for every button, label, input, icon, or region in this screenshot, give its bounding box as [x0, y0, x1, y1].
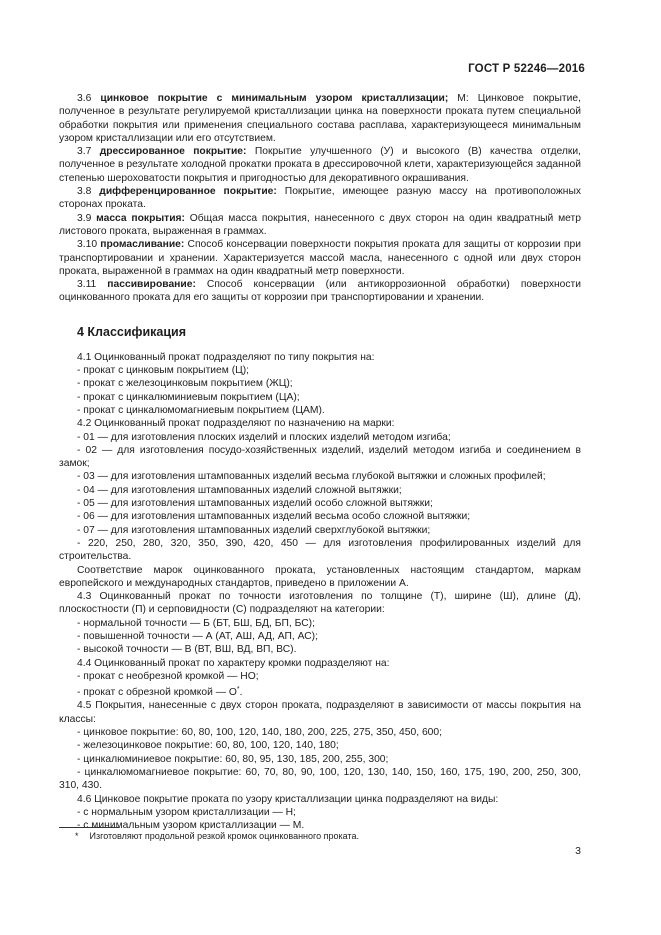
definition-3-11: 3.11 пассивирование: Способ консервации (или антикоррозионной обработки) поверхности оцинкованного проката для его защиты от коррозии при транспортировании и хранении.	[59, 279, 581, 304]
paragraph: 4.5 Покрытия, нанесенные с двух сторон проката, подразделяют в зависимости от массы покрытия на классы:	[59, 700, 581, 725]
list-item: - прокат с цинкалюминиевым покрытием (ЦА);	[77, 391, 300, 403]
definition-3-9: 3.9 масса покрытия: Общая масса покрытия, нанесенного с двух сторон на один квадратный метр листового проката, выраженная в граммах.	[59, 212, 581, 237]
paragraph: 4.3 Оцинкованный прокат по точности изготовления по толщине (Т), ширине (Ш), длине (Д), плоскостности (П) и серповидности (С) подразделяют на категории:	[59, 591, 581, 616]
list-item: - прокат с цинковым покрытием (Ц);	[77, 365, 250, 377]
document-body	[59, 92, 581, 832]
list-item: - 220, 250, 280, 320, 350, 390, 420, 450 — для изготовления профилированных изделий для строительства.	[59, 537, 581, 563]
definition-3-10: 3.10 промасливание: Способ консервации поверхности покрытия проката для защиты от коррозии при транспортировании и хранении. Характеризуется массой масла, нанесенного с одной или двух сторон проката, выраженной в граммах на один квадратный метр поверхности.	[59, 239, 581, 277]
list-item: - повышенной точности — А (АТ, АШ, АД, АП, АС);	[77, 630, 318, 642]
list-item: - 04 — для изготовления штампованных изделий сложной вытяжки;	[77, 484, 402, 496]
footnote-divider	[59, 827, 119, 828]
list-item: - цинковое покрытие: 60, 80, 100, 120, 140, 180, 200, 225, 275, 350, 450, 600;	[77, 727, 442, 739]
section-title: 4 Классификация	[77, 324, 187, 339]
list-item: - железоцинковое покрытие: 60, 80, 100, 120, 140, 180;	[77, 740, 339, 752]
list-item: - 02 — для изготовления посудо-хозяйственных изделий, изделий методом изгиба и соединением в замок;	[59, 444, 581, 470]
page-number: 3	[575, 845, 581, 857]
paragraph: 4.1 Оцинкованный прокат подразделяют по типу покрытия на:	[77, 351, 375, 363]
definition-3-7: 3.7 дрессированное покрытие: Покрытие улучшенного (У) и высокого (В) качества отделки, полученное в результате холодной прокатки проката в дрессировочной клети, характеризующейся заданной степенью шероховатости покрытия и пригодностью для декоративного окрашивания.	[59, 146, 581, 184]
list-item: - цинкалюминиевое покрытие: 60, 80, 95, 130, 185, 200, 255, 300;	[77, 753, 389, 765]
list-item: - прокат с необрезной кромкой — НО;	[77, 670, 259, 682]
list-item: - нормальной точности — Б (БТ, БШ, БД, БП, БС);	[77, 617, 315, 629]
list-item: - цинкалюмомагниевое покрытие: 60, 70, 80, 90, 100, 120, 130, 140, 150, 160, 175, 190, 200, 250, 300, 310, 430.	[59, 766, 581, 792]
list-item: - 07 — для изготовления штампованных изделий сверхглубокой вытяжки;	[77, 524, 431, 536]
definition-3-8: 3.8 дифференцированное покрытие: Покрытие, имеющее разную массу на противоположных сторонах проката.	[59, 186, 581, 211]
list-item: - 03 — для изготовления штампованных изделий весьма глубокой вытяжки и сложных профилей;	[77, 471, 546, 483]
footnote-mark: *	[236, 686, 240, 694]
paragraph: Соответствие марок оцинкованного проката, установленных настоящим стандартом, маркам европейского и международных стандартов, приведено в приложении А.	[59, 564, 581, 589]
footnote-text: Изготовляют продольной резкой кромок оцинкованного проката.	[89, 831, 359, 841]
list-item: - 01 — для изготовления плоских изделий и плоских изделий методом изгиба;	[77, 431, 451, 443]
standard-header: ГОСТ Р 52246—2016	[468, 63, 585, 75]
list-item: - прокат с железоцинковым покрытием (ЖЦ);	[77, 378, 293, 390]
paragraph: 4.4 Оцинкованный прокат по характеру кромки подразделяют на:	[77, 657, 390, 669]
list-item: - высокой точности — В (ВТ, ВШ, ВД, ВП, ВС).	[77, 644, 297, 656]
list-item: - 05 — для изготовления штампованных изделий особо сложной вытяжки;	[77, 498, 433, 510]
list-item: - прокат с цинкалюмомагниевым покрытием (ЦАМ).	[77, 404, 325, 416]
definition-3-6: 3.6 цинковое покрытие с минимальным узором кристаллизации; М: Цинковое покрытие, полученное в результате регулируемой кристаллизации цинка на поверхности проката путем специальной обработки покрытия или применения специального состава расплава, характеризующееся минимальным узором кристаллизации или его отсутствием.	[59, 93, 581, 144]
list-item: - 06 — для изготовления штампованных изделий весьма особо сложной вытяжки;	[77, 511, 471, 523]
list-item: - с минимальным узором кристаллизации — М.	[77, 820, 305, 832]
paragraph: 4.6 Цинковое покрытие проката по узору кристаллизации цинка подразделяют на виды:	[77, 793, 499, 805]
paragraph: 4.2 Оцинкованный прокат подразделяют по назначению на марки:	[77, 418, 395, 430]
footnote	[75, 830, 581, 842]
footnote-marker: *	[75, 831, 79, 841]
list-item-with-footnote: - прокат с обрезной кромкой — О*.	[77, 686, 243, 699]
list-item: - с нормальным узором кристаллизации — Н;	[77, 806, 296, 818]
